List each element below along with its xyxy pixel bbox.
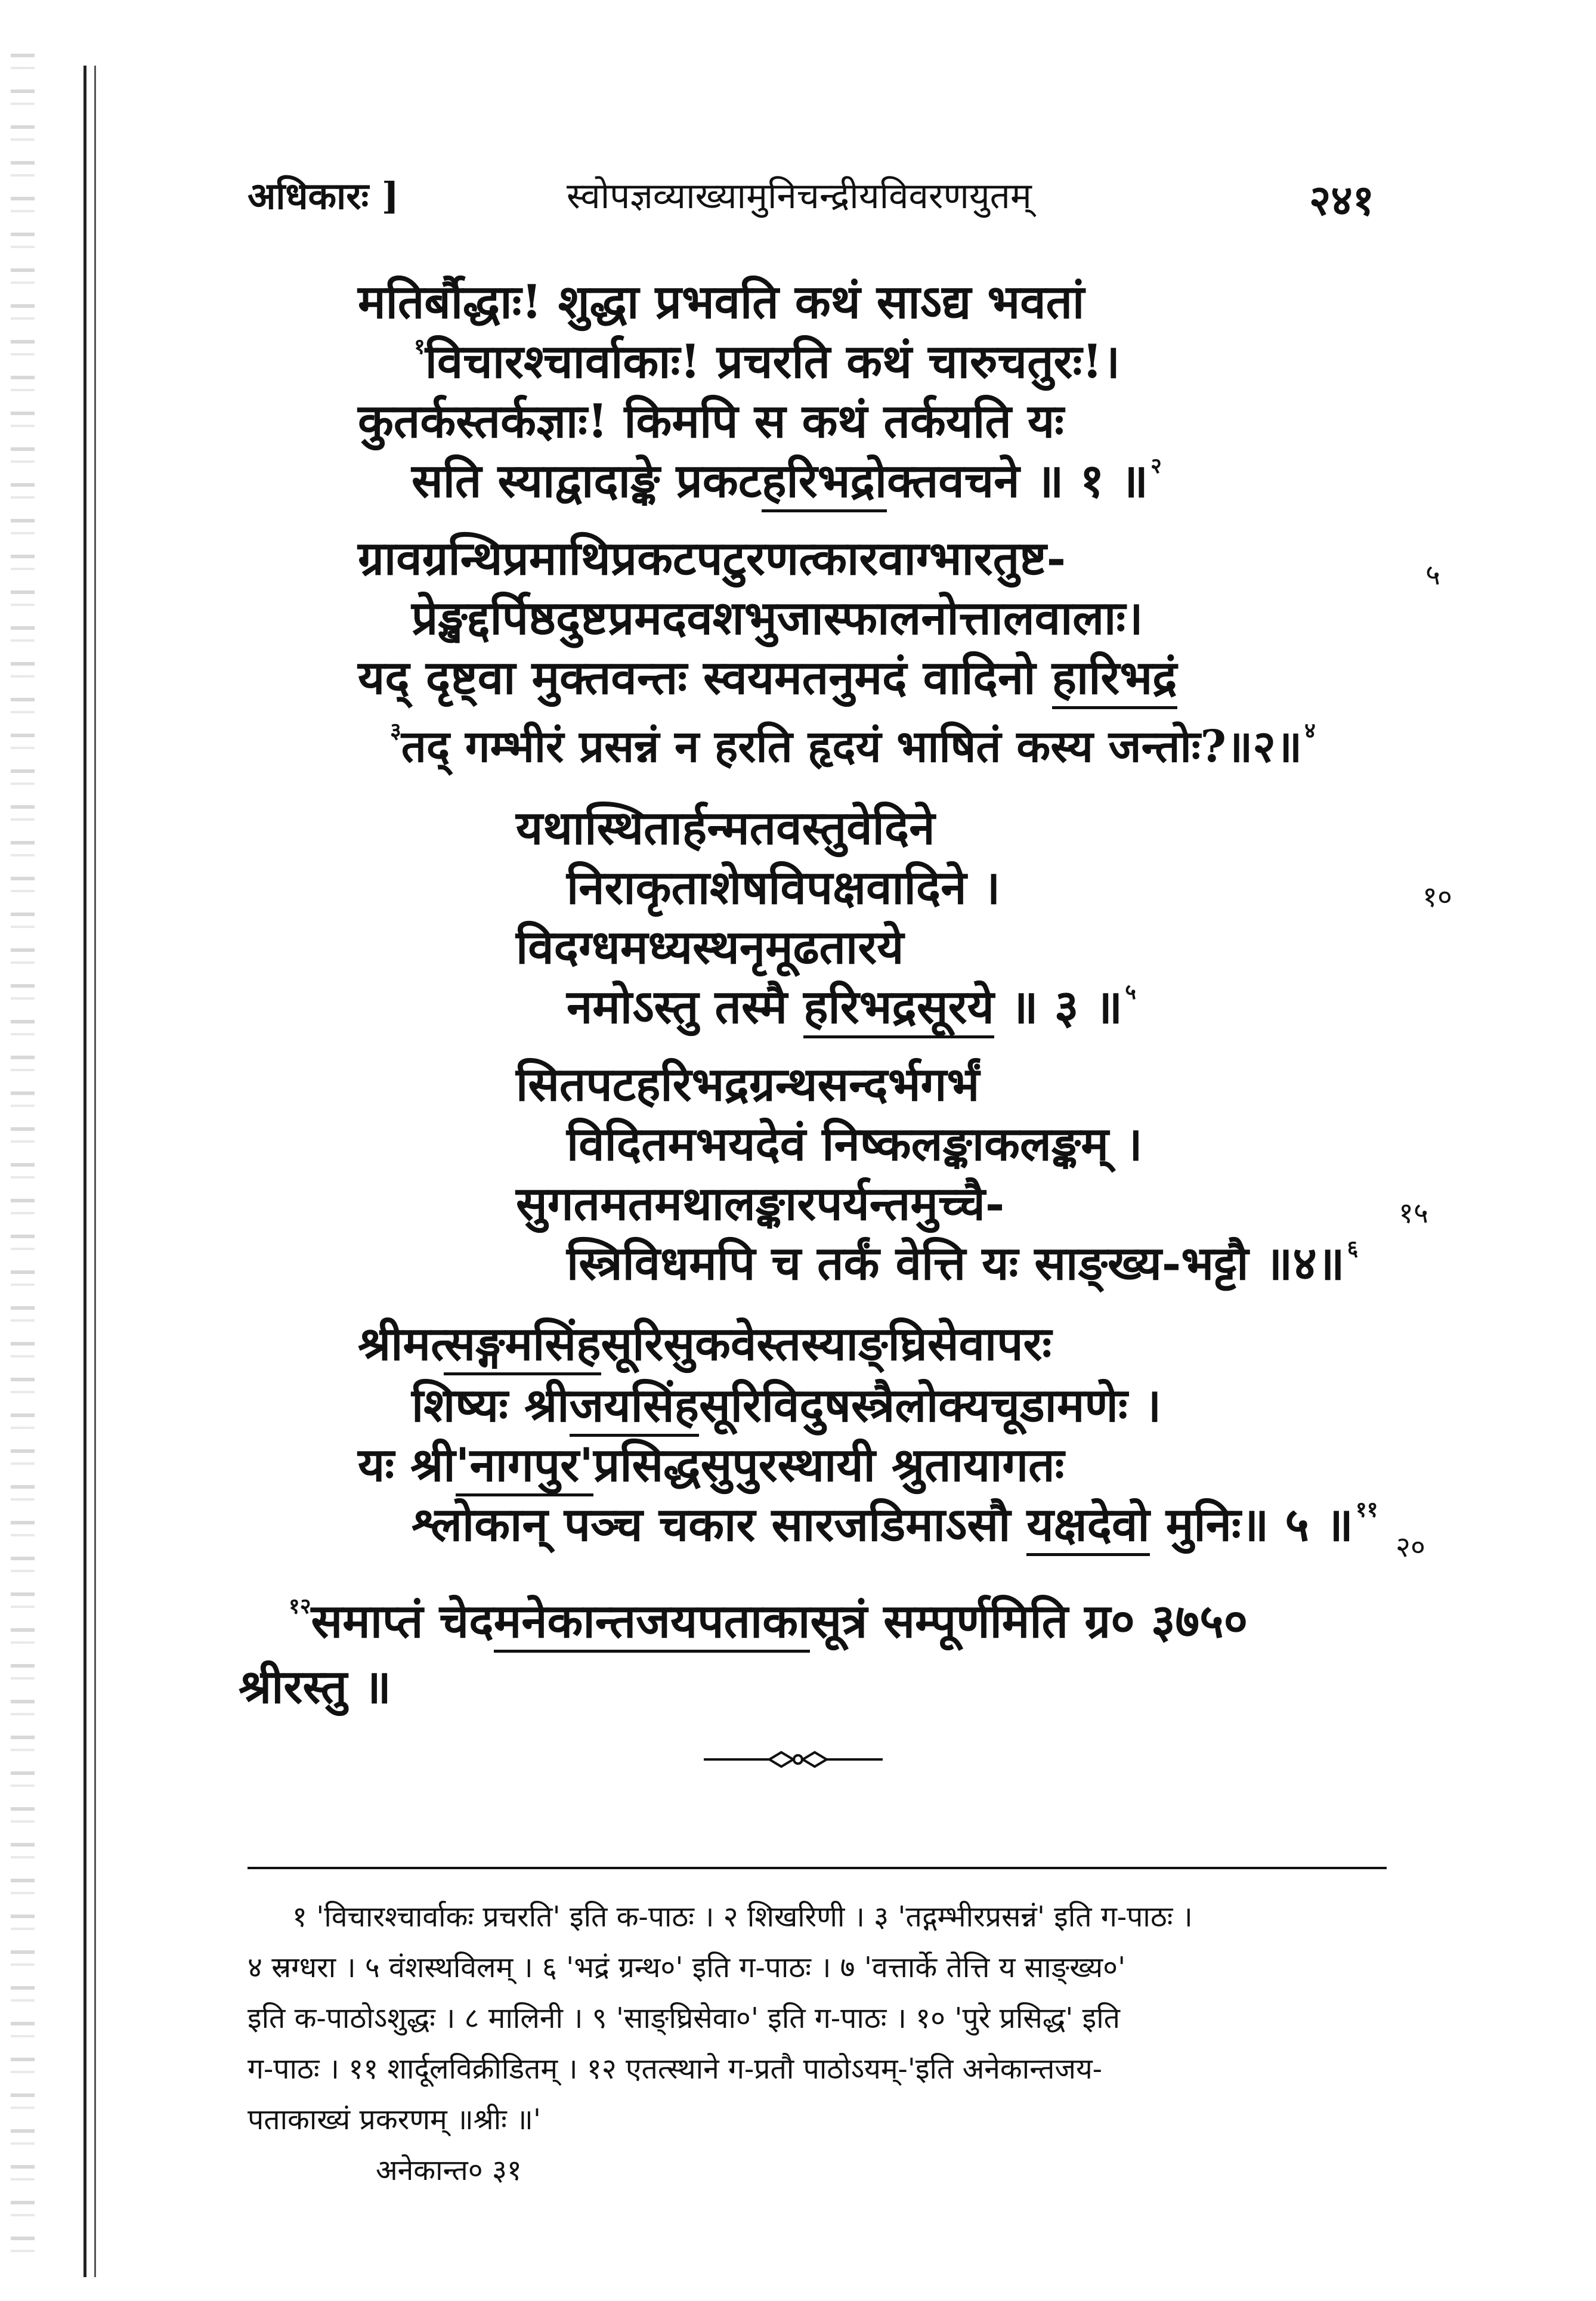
margin-line-number-10: १० [1422, 880, 1452, 914]
margin-line-number-5: ५ [1425, 558, 1440, 592]
scan-binding-edge [0, 0, 113, 2301]
section-end-ornament [704, 1748, 883, 1771]
footnote-separator [248, 1867, 1387, 1869]
margin-line-number-15: १५ [1399, 1196, 1428, 1230]
underlined-name-haribhadrasuri: हरिभद्रसूरये [803, 980, 994, 1038]
verse-3-line-3: विदग्धमध्यस्थनृमूढतारये [516, 920, 904, 975]
verse-4-line-3: सुगतमतमथालङ्कारपर्यन्तमुच्चै- [516, 1177, 1005, 1231]
underlined-name-haribhadra: हरिभद्रो [762, 454, 887, 512]
verse-4-line-4: स्त्रिविधमपि च तर्कं वेत्ति यः साङ्ख्य-भट्टौ ॥४॥ $^६$ [567, 1236, 1359, 1291]
verse-4-line-1: सितपटहरिभद्रग्रन्थसन्दर्भगर्भं [516, 1057, 980, 1112]
header-section-label: अधिकारः ] [248, 174, 400, 218]
verse-5-line-2: शिष्यः श्रीजयसिंहसूरिविदुषस्त्रैलोक्यचूडामणेः । [412, 1383, 1161, 1429]
verse-2-line-1: ग्रावग्रन्थिप्रमाथिप्रकटपटुरणत्कारवाग्भारतुष्ट- [358, 531, 1066, 586]
footnote-line-4: ग-पाठः । ११ शार्दूलविक्रीडितम् । १२ एतत्स्थाने ग-प्रतौ पाठोऽयम्-'इति अनेकान्तजय- [248, 2052, 1103, 2086]
verse-3-line-2: निराकृताशेषविपक्षवादिने । [567, 861, 1001, 915]
verse-5-line-4: श्लोकान् पञ्च चकार सारजडिमाऽसौ यक्षदेवो मुनिः॥ ५ ॥ $^{११}$ [412, 1502, 1378, 1548]
colophon-line-1: $^{१२}$समाप्तं चेदमनेकान्तजयपताकासूत्रं सम्पूर्णमिति ग्र० ३७५० [286, 1598, 1248, 1645]
signature-mark: अनेकान्त० ३१ [376, 2154, 522, 2187]
verse-3-line-1: यथास्थितार्हन्मतवस्तुवेदिने [516, 801, 935, 855]
verse-2-line-3: यद् दृष्ट्वा मुक्तवन्तः स्वयमतनुमदं वादिनो हारिभद्रं [358, 655, 1177, 701]
underlined-name-yakshadeva: यक्षदेवो [1026, 1498, 1149, 1556]
footnote-mark-4: ४ [1304, 718, 1316, 743]
footnote-line-2: ४ स्रग्धरा । ५ वंशस्थविलम् । ६ 'भद्रं ग्रन्थ०' इति ग-पाठः । ७ 'वत्तार्के तेत्ति य साङ्ख्य०' [248, 1951, 1126, 1984]
verse-4-line-2: विदितमभयदेवं निष्कलङ्काकलङ्कम् । [567, 1117, 1143, 1171]
footnote-mark-5: ५ [1125, 979, 1136, 1004]
footnote-line-3: इति क-पाठोऽशुद्धः । ८ मालिनी । ९ 'साङ्घ्रिसेवा०' इति ग-पाठः । १० 'पुरे प्रसिद्ध' इति [248, 2002, 1121, 2035]
colophon-line-2: श्रीरस्तु ॥ [239, 1660, 392, 1714]
footnote-line-1: १ 'विचारश्चार्वाकः प्रचरति' इति क-पाठः । २ शिखरिणी । ३ 'तद्गम्भीरप्रसन्नं' इति ग-पाठः । [292, 1900, 1193, 1934]
verse-1-line-2: $^१$विचारश्चार्वाकाः! प्रचरति कथं चारुचतुरः!। [414, 334, 1121, 389]
verse-3-line-4: नमोऽस्तु तस्मै हरिभद्रसूरये ॥ ३ ॥ $^५$ [567, 984, 1136, 1031]
underlined-name-sangamasimha: सङ्गमसिंह [444, 1317, 601, 1375]
verse-2-line-4: $^३$तद् गम्भीरं प्रसन्नं न हरति हृदयं भाषितं कस्य जन्तोः?॥२॥ $^४$ [390, 718, 1316, 772]
underlined-title-anekantajayapataka: मनेकान्तजयपताका [494, 1594, 811, 1653]
underlined-name-jayasimha: जयसिंह [570, 1378, 699, 1437]
footnote-mark-6: ६ [1347, 1236, 1359, 1261]
footnote-mark-12: १२ [289, 1594, 311, 1619]
binding-shadow [11, 54, 35, 2265]
underlined-word-haaribhadram: हारिभद्रं [1052, 651, 1177, 709]
underlined-place-nagapura: 'नागपुर' [456, 1438, 593, 1496]
footnote-line-5: पताकाख्यं प्रकरणम् ॥श्रीः ॥' [248, 2103, 542, 2136]
margin-rule-thin [94, 66, 96, 2277]
footnote-mark-2: २ [1150, 453, 1162, 478]
margin-rule [83, 66, 86, 2277]
verse-5-line-1: श्रीमत्सङ्गमसिंहसूरिसुकवेस्तस्याङ्घ्रिसेवापरः [358, 1321, 1051, 1368]
footnote-mark-1: १ [414, 334, 425, 359]
verse-1-line-1: मतिर्बौद्धाः! शुद्धा प्रभवति कथं साऽद्य भवतां [358, 275, 1085, 329]
footnote-mark-11: ११ [1355, 1497, 1378, 1522]
header-title: स्वोपज्ञव्याख्यामुनिचन्द्रीयविवरणयुतम् [567, 175, 1032, 217]
footnote-mark-3: ३ [390, 718, 401, 743]
page-number: २४१ [1309, 175, 1375, 225]
verse-2-line-2: प्रेङ्खद्दर्पिष्ठदुष्टप्रमदवशभुजास्फालनोत्तालवालाः। [412, 591, 1143, 645]
verse-5-line-3: यः श्री'नागपुर'प्रसिद्धसुपुरस्थायी श्रुतायागतः [358, 1442, 1064, 1489]
margin-line-number-20: २० [1396, 1530, 1425, 1564]
verse-1-line-3: कुतर्कस्तर्कज्ञाः! किमपि स कथं तर्कयति यः [358, 394, 1064, 449]
verse-1-line-4: सति स्याद्वादाङ्के प्रकटहरिभद्रोक्तवचने ॥ १ ॥ $^२$ [412, 458, 1162, 505]
